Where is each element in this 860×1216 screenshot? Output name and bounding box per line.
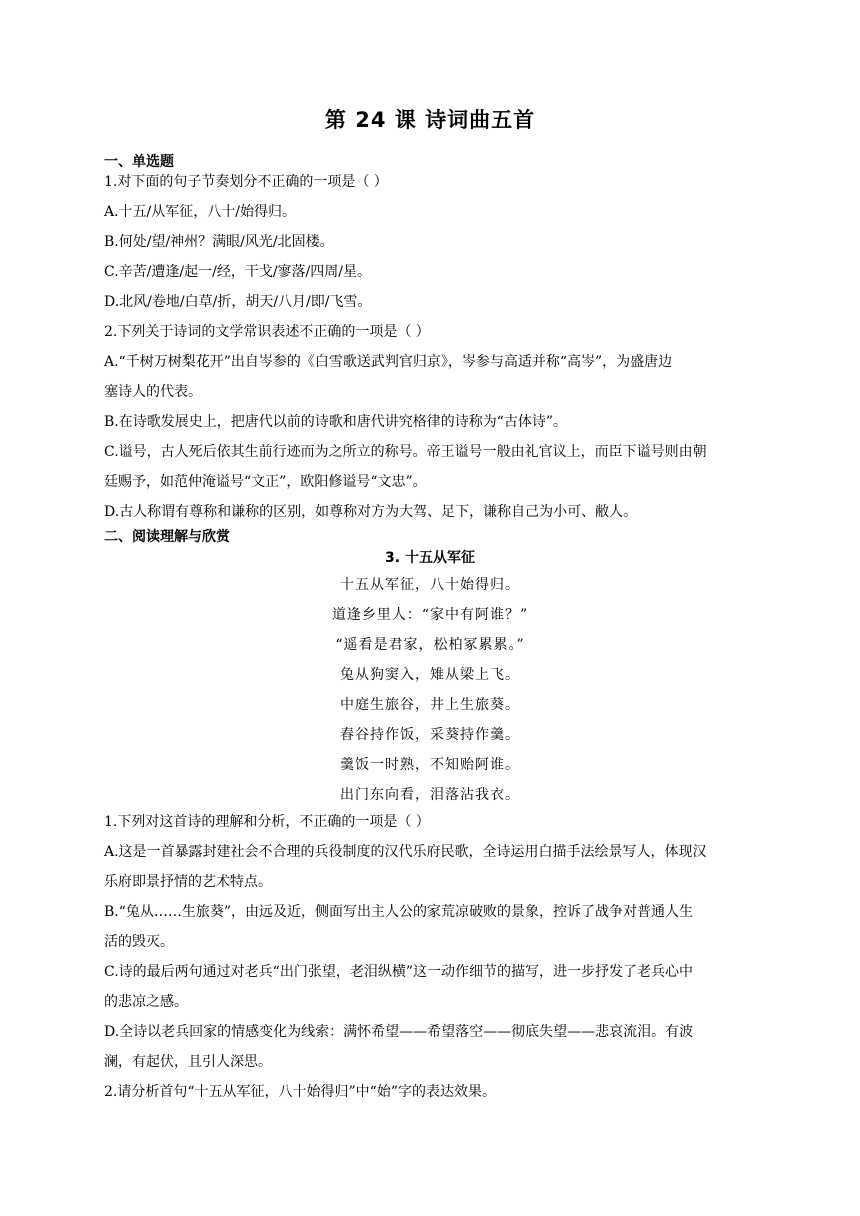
poem-line: 中庭生旅谷，井上生旅葵。 — [340, 697, 520, 713]
section-heading-single-choice: 一、单选题 — [104, 154, 174, 170]
poem-line: 出门东向看，泪落沾我衣。 — [340, 787, 520, 803]
question-1-option-d: D.北风/卷地/白草/折，胡天/八月/即/飞雪。 — [104, 294, 372, 310]
reading-question-1-stem: 1.下列对这首诗的理解和分析，不正确的一项是（ ） — [104, 814, 430, 830]
question-2-option-c-line1: C.谥号，古人死后依其生前行迹而为之所立的称号。帝王谥号一般由礼官议上，而臣下谥号则由朝 — [104, 444, 707, 460]
reading-question-2-stem: 2.请分析首句“十五从军征，八十始得归”中“始”字的表达效果。 — [104, 1084, 496, 1100]
question-1-stem: 1.对下面的句子节奏划分不正确的一项是（ ） — [104, 174, 388, 190]
question-2-option-c-line2: 廷赐予，如范仲淹谥号“文正”，欧阳修谥号“文忠”。 — [104, 474, 427, 490]
question-1-option-c: C.辛苦/遭逢/起一/经，干戈/寥落/四周/星。 — [104, 264, 371, 280]
reading-question-1-option-c-line1: C.诗的最后两句通过对老兵“出门张望，老泪纵横”这一动作细节的描写，进一步抒发了老兵心中 — [104, 964, 693, 980]
poem-line: 十五从军征，八十始得归。 — [340, 577, 520, 593]
question-2-option-a-line1: A.“千树万树梨花开”出自岑参的《白雪歌送武判官归京》，岑参与高适并称“高岑”，为盛唐边 — [104, 354, 673, 370]
reading-question-1-option-b-line1: B.“兔从……生旅葵”，由远及近，侧面写出主人公的家荒凉破败的景象，控诉了战争对普通人生 — [104, 904, 694, 920]
section-heading-reading: 二、阅读理解与欣赏 — [104, 529, 230, 545]
reading-question-1-option-a-line1: A.这是一首暴露封建社会不合理的兵役制度的汉代乐府民歌，全诗运用白描手法绘景写人，体现汉 — [104, 844, 707, 860]
reading-question-1-option-a-line2: 乐府即景抒情的艺术特点。 — [104, 874, 272, 890]
question-1-option-b: B.何处/望/神州？满眼/风光/北固楼。 — [104, 234, 334, 250]
poem-line: 兔从狗窦入，雉从梁上飞。 — [340, 667, 520, 683]
question-2-option-b: B.在诗歌发展史上，把唐代以前的诗歌和唐代讲究格律的诗称为“古体诗”。 — [104, 414, 568, 430]
question-1-option-a: A.十五/从军征，八十/始得归。 — [104, 204, 296, 220]
reading-question-1-option-d-line2: 澜，有起伏，且引人深思。 — [104, 1054, 272, 1070]
question-2-option-a-line2: 塞诗人的代表。 — [104, 384, 202, 400]
reading-question-1-option-c-line2: 的悲凉之感。 — [104, 994, 188, 1010]
question-2-option-d: D.古人称谓有尊称和谦称的区别，如尊称对方为大驾、足下，谦称自己为小可、敝人。 — [104, 504, 638, 520]
page-title: 第 24 课 诗词曲五首 — [324, 108, 536, 132]
question-2-stem: 2.下列关于诗词的文学常识表述不正确的一项是（ ） — [104, 324, 430, 340]
poem-line: “遥看是君家，松柏冢累累。” — [335, 637, 525, 653]
reading-question-1-option-b-line2: 活的毁灭。 — [104, 934, 174, 950]
poem-line: 羹饭一时熟，不知贻阿谁。 — [340, 757, 520, 773]
reading-question-1-option-d-line1: D.全诗以老兵回家的情感变化为线索：满怀希望——希望落空——彻底失望——悲哀流泪。有波 — [104, 1024, 694, 1040]
poem-line: 舂谷持作饭，采葵持作羹。 — [340, 727, 520, 743]
poem-line: 道逢乡里人：“家中有阿谁？” — [331, 607, 529, 623]
poem-title: 3. 十五从军征 — [385, 550, 475, 566]
